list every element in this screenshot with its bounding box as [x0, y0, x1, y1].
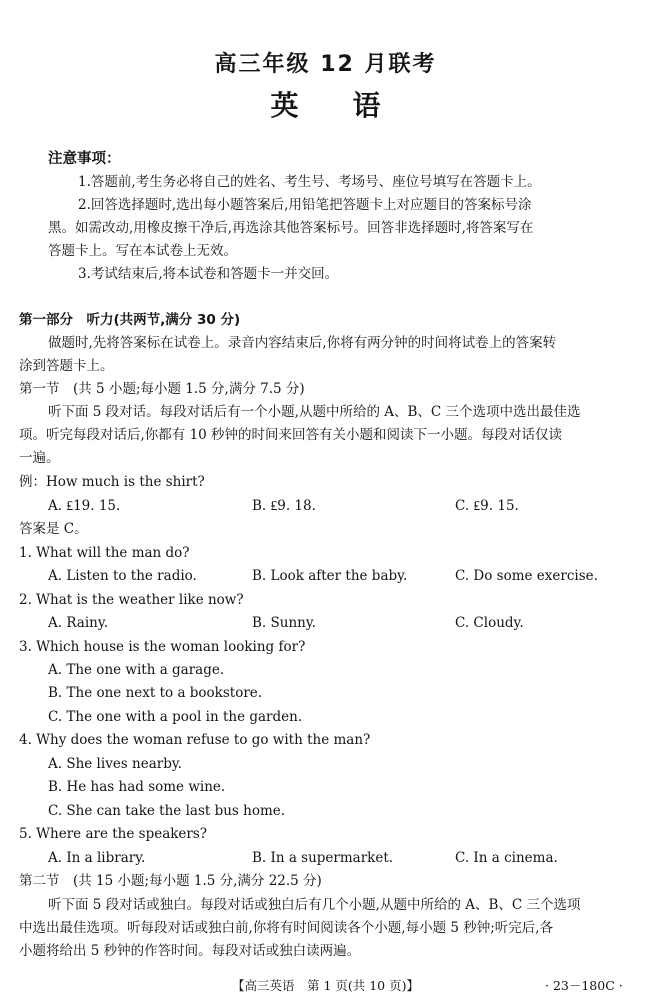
question-1: 1. What will the man do? [19, 545, 190, 561]
section2-intro-line-2: 中选出最佳选项。听每段对话或独白前,你将有时间阅读各个小题,每小题 5 秒钟;听完后,各 [19, 920, 554, 936]
part1-heading: 第一部分 听力(共两节,满分 30 分) [19, 312, 241, 328]
part1-intro-line-2: 涂到答题卡上。 [19, 358, 114, 374]
question-3-option-c: C. The one with a pool in the garden. [48, 709, 303, 725]
section1-intro-line-2: 项。听完每段对话后,你都有 10 秒钟的时间来回答有关小题和阅读下一小题。每段对话仅读 [19, 427, 563, 443]
question-5-option-c: C. In a cinema. [455, 850, 558, 866]
section2-intro-line-3: 小题将给出 5 秒钟的作答时间。每段对话或独白读两遍。 [19, 943, 361, 959]
notice-item-2-line-3: 答题卡上。写在本试卷上无效。 [48, 243, 237, 259]
question-2: 2. What is the weather like now? [19, 592, 244, 608]
question-3-option-a: A. The one with a garage. [48, 662, 225, 678]
paper-code: · 23－180C · [545, 978, 623, 993]
example-option-b: B. ₤9. 18. [252, 498, 316, 514]
section1-intro-line-1: 听下面 5 段对话。每段对话后有一个小题,从题中所给的 A、B、C 三个选项中选出最佳选 [48, 404, 581, 420]
question-5: 5. Where are the speakers? [19, 826, 208, 842]
exam-title: 高三年级 12 月联考 [214, 52, 437, 77]
section2-heading: 第二节 (共 15 小题;每小题 1.5 分,满分 22.5 分) [19, 873, 322, 889]
notice-item-2-line-2: 黑。如需改动,用橡皮擦干净后,再选涂其他答案标号。回答非选择题时,将答案写在 [48, 220, 534, 236]
section1-heading: 第一节 (共 5 小题;每小题 1.5 分,满分 7.5 分) [19, 381, 305, 397]
question-5-option-b: B. In a supermarket. [252, 850, 394, 866]
question-4-option-b: B. He has had some wine. [48, 779, 226, 795]
notice-item-2-line-1: 2.回答选择题时,选出每小题答案后,用铅笔把答题卡上对应题目的答案标号涂 [78, 197, 532, 213]
example-option-c: C. ₤9. 15. [455, 498, 519, 514]
example-option-a: A. ₤19. 15. [48, 498, 121, 514]
part1-intro-line-1: 做题时,先将答案标在试卷上。录音内容结束后,你将有两分钟的时间将试卷上的答案转 [48, 335, 557, 351]
section1-intro-line-3: 一遍。 [19, 450, 60, 466]
question-1-option-c: C. Do some exercise. [455, 568, 598, 584]
question-1-option-a: A. Listen to the radio. [48, 568, 197, 584]
question-4: 4. Why does the woman refuse to go with the man? [19, 732, 371, 748]
notice-item-3: 3.考试结束后,将本试卷和答题卡一并交回。 [78, 266, 339, 282]
notice-item-1: 1.答题前,考生务必将自己的姓名、考生号、考场号、座位号填写在答题卡上。 [78, 174, 541, 190]
notice-heading: 注意事项： [48, 151, 121, 167]
example-answer: 答案是 C。 [19, 521, 88, 537]
page-footer-label: 【高三英语 第 1 页(共 10 页)】 [231, 978, 419, 993]
subject-title: 英语 [270, 89, 435, 122]
question-3-option-b: B. The one next to a bookstore. [48, 685, 263, 701]
question-3: 3. Which house is the woman looking for? [19, 639, 306, 655]
question-4-option-a: A. She lives nearby. [48, 756, 182, 772]
example-question: 例：How much is the shirt? [19, 474, 205, 490]
question-2-option-a: A. Rainy. [48, 615, 108, 631]
question-2-option-b: B. Sunny. [252, 615, 316, 631]
question-1-option-b: B. Look after the baby. [252, 568, 408, 584]
question-2-option-c: C. Cloudy. [455, 615, 524, 631]
section2-intro-line-1: 听下面 5 段对话或独白。每段对话或独白后有几个小题,从题中所给的 A、B、C 三个选项 [48, 897, 581, 913]
question-5-option-a: A. In a library. [48, 850, 146, 866]
question-4-option-c: C. She can take the last bus home. [48, 803, 286, 819]
